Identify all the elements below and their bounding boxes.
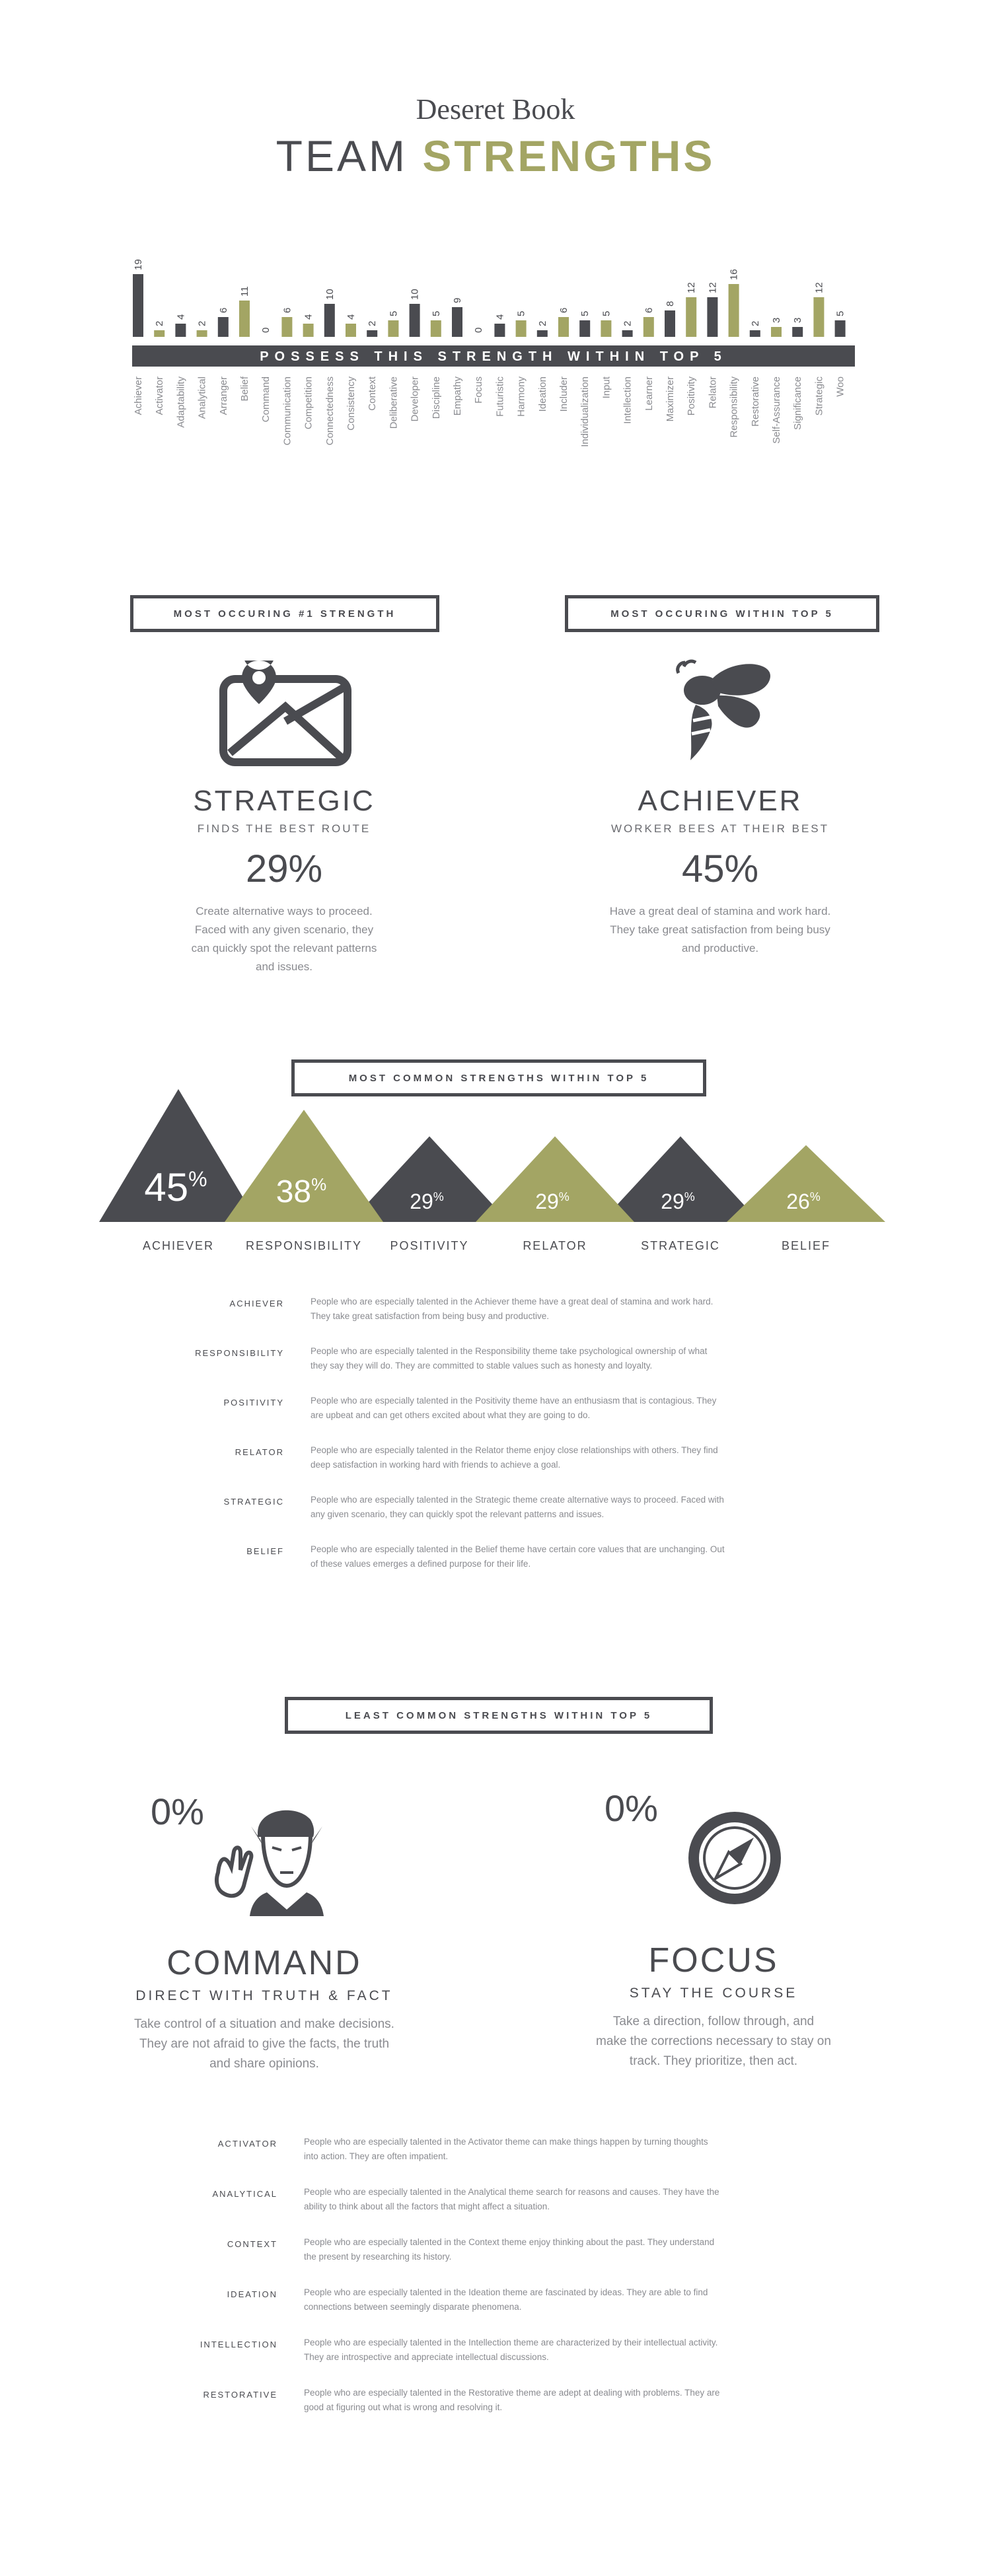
definition-line: are upbeat and can get others excited about what they are going to do.: [311, 1410, 591, 1420]
bar-value-label: 4: [175, 314, 187, 320]
compass-icon: [685, 1808, 784, 1908]
triangle-name: RELATOR: [523, 1239, 587, 1252]
definition-line: into action. They are often impatient.: [304, 2151, 449, 2161]
triangle-pct-label: 26%: [786, 1190, 821, 1213]
bar-context: [367, 330, 377, 337]
bar-woo: [835, 320, 846, 337]
category-label: Focus: [473, 376, 485, 404]
category-label: Competition: [303, 376, 314, 430]
bar-value-label: 6: [217, 307, 229, 313]
definition-line: They are introspective and appreciate intellectual discussions.: [304, 2352, 549, 2362]
bar-achiever: [133, 274, 143, 337]
definition-line: connections between seemingly disparate phenomena.: [304, 2302, 522, 2312]
focus-name: FOCUS: [648, 1941, 779, 1980]
definition-text: [311, 1295, 806, 1324]
definition-text: [311, 1493, 806, 1522]
bar-value-label: 0: [260, 327, 272, 333]
category-label: Developer: [409, 376, 421, 422]
definition-line: ability to think about all the factors that might affect a situation.: [304, 2201, 550, 2211]
bar-value-label: 2: [536, 320, 548, 326]
definition-text: [304, 2235, 799, 2264]
focus-pct: 0%: [605, 1787, 658, 1829]
bar-activator: [154, 330, 165, 337]
bar-responsibility: [729, 284, 739, 337]
bar-ideation: [537, 330, 548, 337]
category-label: Ideation: [536, 376, 548, 412]
category-label: Intellection: [622, 376, 634, 424]
bar-self-assurance: [771, 327, 782, 337]
category-label: Belief: [239, 376, 250, 402]
bar-value-label: 5: [388, 310, 400, 316]
desc-line: and productive.: [681, 942, 759, 954]
bar-harmony: [516, 320, 527, 337]
definition-line: People who are especially talented in the Activator theme can make things happen by turning thoughts: [304, 2137, 708, 2147]
bar-input: [601, 320, 611, 337]
triangle-name: BELIEF: [781, 1239, 831, 1252]
category-label: Discipline: [430, 376, 442, 419]
bee-icon: [664, 657, 783, 763]
category-label: Relator: [707, 376, 719, 409]
strategic-sub: FINDS THE BEST ROUTE: [197, 822, 371, 835]
definition-line: People who are especially talented in the Responsibility theme take psychological ownership of what: [311, 1346, 708, 1356]
desc-line: They take great satisfaction from being busy: [610, 923, 830, 936]
brand-logo: Deseret Book: [416, 93, 575, 125]
strategic-pct: 29%: [245, 847, 323, 890]
definition-label: INTELLECTION: [200, 2340, 277, 2349]
focus-description: [542, 2012, 885, 2071]
triangle-pct-label: 29%: [661, 1190, 695, 1213]
bar-value-label: 2: [196, 320, 208, 326]
bar-value-label: 5: [579, 310, 591, 316]
most-common-box: MOST COMMON STRENGTHS WITHIN TOP 5: [291, 1059, 706, 1096]
definition-text: [311, 1344, 806, 1373]
bar-value-label: 6: [558, 307, 569, 313]
desc-line: Create alternative ways to proceed.: [196, 905, 373, 917]
definition-line: they say they will do. They are committed to stable values such as honesty and loyalty.: [311, 1361, 653, 1371]
strength-bar-chart: [0, 238, 991, 456]
bar-value-label: 8: [665, 301, 676, 306]
bar-value-label: 5: [834, 310, 846, 316]
category-label: Consistency: [346, 376, 357, 431]
definition-line: People who are especially talented in the Relator theme enjoy close relationships with others. They find: [311, 1445, 718, 1455]
bar-value-label: 2: [367, 320, 379, 326]
definition-label: POSITIVITY: [223, 1398, 284, 1408]
definition-line: the present by researching its history.: [304, 2252, 452, 2262]
desc-line: track. They prioritize, then act.: [629, 2054, 798, 2068]
bar-value-label: 4: [494, 314, 506, 320]
strategic-name: STRATEGIC: [193, 785, 375, 817]
category-label: Command: [260, 376, 272, 423]
bar-belief: [239, 301, 250, 337]
map-icon: [213, 661, 358, 773]
title-bold: STRENGTHS: [422, 131, 716, 180]
definition-line: People who are especially talented in the Achiever theme have a great deal of stamina and work hard.: [311, 1297, 714, 1306]
triangle-name: POSITIVITY: [390, 1239, 469, 1252]
bar-value-label: 12: [813, 282, 825, 293]
command-pct: 0%: [151, 1791, 204, 1832]
bar-value-label: 12: [686, 282, 698, 293]
bar-value-label: 3: [792, 317, 804, 323]
bar-connectedness: [324, 304, 335, 337]
category-label: Achiever: [133, 376, 144, 415]
bar-empathy: [452, 307, 462, 337]
achiever-pct: 45%: [681, 847, 759, 890]
bar-value-label: 16: [728, 269, 740, 280]
bar-includer: [558, 317, 569, 337]
definition-text: [311, 1443, 806, 1472]
category-label: Harmony: [515, 376, 527, 417]
category-label: Context: [367, 376, 379, 411]
definition-line: People who are especially talented in the Positivity theme have an enthusiasm that is contagious. They: [311, 1396, 717, 1406]
definition-line: People who are especially talented in the Context theme enjoy thinking about the past. They understand: [304, 2237, 715, 2247]
definition-line: any given scenario, they can quickly spot the relevant patterns and issues.: [311, 1509, 605, 1519]
definition-text: [311, 1394, 806, 1423]
bar-strategic: [813, 297, 824, 337]
desc-line: and share opinions.: [209, 2057, 319, 2071]
bar-individualization: [579, 320, 590, 337]
definition-line: good at figuring out what is wrong and resolving it.: [304, 2402, 503, 2412]
least-common-box: LEAST COMMON STRENGTHS WITHIN TOP 5: [285, 1697, 713, 1734]
bar-value-label: 0: [473, 327, 485, 333]
bar-significance: [792, 327, 803, 337]
bar-competition: [303, 324, 314, 337]
command-description: [92, 2015, 436, 2074]
triangle-name: ACHIEVER: [142, 1239, 215, 1252]
most-top5-box: MOST OCCURING WITHIN TOP 5: [565, 595, 879, 632]
definition-label: RESPONSIBILITY: [195, 1348, 284, 1358]
bar-value-label: 12: [707, 282, 719, 293]
category-label: Restorative: [749, 376, 761, 427]
definition-label: IDEATION: [227, 2289, 277, 2299]
definition-line: People who are especially talented in the Strategic theme create alternative ways to proceed. Faced with: [311, 1495, 724, 1505]
bar-value-label: 19: [133, 259, 144, 270]
bar-restorative: [750, 330, 760, 337]
bar-value-label: 4: [346, 314, 357, 320]
bar-communication: [281, 317, 292, 337]
bar-value-label: 11: [239, 286, 250, 297]
category-label: Positivity: [686, 376, 698, 416]
triangle-pct-label: 45%: [144, 1165, 207, 1209]
category-label: Woo: [834, 376, 846, 397]
bar-value-label: 4: [303, 314, 314, 320]
definition-label: STRATEGIC: [223, 1497, 284, 1507]
definition-text: [304, 2135, 799, 2164]
category-label: Adaptability: [175, 376, 187, 428]
command-name: COMMAND: [166, 1944, 362, 1982]
bar-value-label: 9: [452, 297, 463, 303]
category-label: Empathy: [452, 376, 463, 416]
triangle-pct-label: 29%: [410, 1190, 444, 1213]
definition-label: ACTIVATOR: [217, 2139, 277, 2149]
bar-maximizer: [665, 310, 675, 337]
strategic-description: [99, 902, 469, 976]
definition-text: [304, 2386, 799, 2415]
bar-relator: [707, 297, 717, 337]
category-label: Input: [601, 376, 612, 399]
page-title: [0, 131, 991, 181]
desc-line: Take control of a situation and make decisions.: [134, 2017, 394, 2031]
common-strengths-chart: [0, 1077, 991, 1255]
bar-arranger: [218, 317, 229, 337]
achiever-sub: WORKER BEES AT THEIR BEST: [610, 822, 830, 835]
bar-analytical: [197, 330, 207, 337]
triangle-pct-label: 38%: [275, 1174, 327, 1209]
definition-label: BELIEF: [246, 1546, 284, 1556]
definition-line: People who are especially talented in the Restorative theme are adept at dealing with problems. They are: [304, 2388, 720, 2398]
bar-adaptability: [175, 324, 186, 337]
desc-line: can quickly spot the relevant patterns: [191, 942, 377, 954]
category-label: Significance: [792, 376, 804, 430]
category-label: Deliberative: [388, 376, 400, 429]
bar-value-label: 10: [324, 289, 336, 300]
most-number-one-box: MOST OCCURING #1 STRENGTH: [130, 595, 439, 632]
spock-icon: [211, 1793, 344, 1925]
bar-developer: [410, 304, 420, 337]
bar-discipline: [431, 320, 441, 337]
bar-learner: [643, 317, 654, 337]
definition-line: People who are especially talented in the Analytical theme search for reasons and causes. They have the: [304, 2187, 719, 2197]
desc-line: Faced with any given scenario, they: [194, 923, 374, 936]
definition-text: [311, 1542, 806, 1571]
chart-banner-text: POSSESS THIS STRENGTH WITHIN TOP 5: [260, 349, 727, 364]
title-light: TEAM: [275, 131, 408, 180]
category-label: Includer: [558, 376, 569, 412]
category-label: Activator: [154, 376, 166, 415]
category-label: Connectedness: [324, 376, 336, 446]
desc-line: Take a direction, follow through, and: [612, 2015, 815, 2028]
definition-text: [304, 2336, 799, 2365]
focus-sub: STAY THE COURSE: [629, 1986, 798, 2001]
desc-line: make the corrections necessary to stay on: [596, 2034, 831, 2048]
bar-value-label: 5: [430, 310, 442, 316]
bar-deliberative: [388, 320, 398, 337]
definition-line: People who are especially talented in the Ideation theme are fascinated by ideas. They are able to find: [304, 2287, 708, 2297]
triangle-pct-label: 29%: [535, 1190, 569, 1213]
definition-label: CONTEXT: [227, 2239, 277, 2249]
category-label: Self-Assurance: [771, 376, 782, 444]
category-label: Individualization: [579, 376, 591, 447]
definition-label: ANALYTICAL: [212, 2189, 277, 2199]
definition-line: People who are especially talented in the Belief theme have certain core values that are unchanging. Out: [311, 1544, 725, 1554]
definition-line: deep satisfaction in working hard with friends to achieve a goal.: [311, 1460, 561, 1470]
definition-text: [304, 2285, 799, 2314]
desc-line: Have a great deal of stamina and work hard.: [609, 905, 831, 917]
category-label: Maximizer: [665, 376, 676, 422]
category-label: Arranger: [217, 376, 229, 415]
bar-intellection: [622, 330, 633, 337]
bar-value-label: 2: [154, 320, 166, 326]
definition-line: People who are especially talented in the Intellection theme are characterized by their intellectual activity.: [304, 2338, 718, 2347]
definition-line: They take great satisfaction from being busy and productive.: [311, 1311, 549, 1321]
definition-label: RELATOR: [235, 1447, 284, 1457]
category-label: Futuristic: [494, 376, 506, 417]
bar-value-label: 6: [281, 307, 293, 313]
desc-line: and issues.: [256, 960, 312, 973]
bar-value-label: 2: [749, 320, 761, 326]
achiever-description: [535, 902, 905, 958]
bar-value-label: 5: [515, 310, 527, 316]
command-sub: DIRECT WITH TRUTH & FACT: [135, 1988, 393, 2003]
bar-futuristic: [494, 324, 505, 337]
triangle-name: STRATEGIC: [641, 1239, 720, 1252]
category-label: Responsibility: [728, 376, 740, 438]
definition-label: ACHIEVER: [229, 1299, 284, 1308]
bar-consistency: [346, 324, 356, 337]
bar-positivity: [686, 297, 696, 337]
desc-line: They are not afraid to give the facts, the truth: [139, 2037, 390, 2051]
category-label: Strategic: [813, 376, 825, 416]
category-label: Analytical: [196, 376, 208, 419]
bar-value-label: 5: [601, 310, 612, 316]
bar-value-label: 3: [771, 317, 782, 323]
achiever-name: ACHIEVER: [638, 785, 803, 817]
definition-line: of these values emerges a defined purpose for their life.: [311, 1559, 531, 1569]
category-label: Learner: [643, 376, 655, 411]
definition-text: [304, 2185, 799, 2214]
definition-label: RESTORATIVE: [203, 2390, 277, 2400]
bar-value-label: 10: [409, 289, 421, 300]
triangle-name: RESPONSIBILITY: [245, 1239, 363, 1252]
bar-value-label: 2: [622, 320, 634, 326]
category-label: Communication: [281, 376, 293, 446]
bar-value-label: 6: [643, 307, 655, 313]
